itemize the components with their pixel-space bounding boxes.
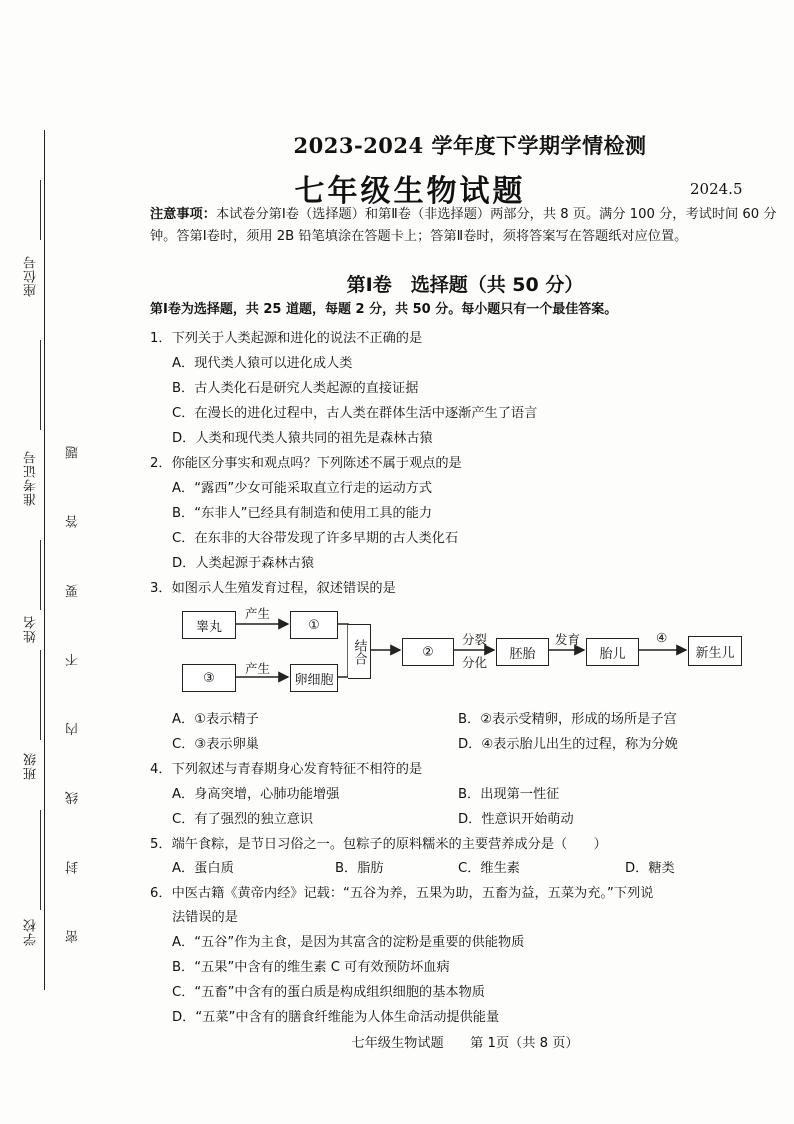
circle-3-box: ③: [182, 664, 236, 692]
q3-option-b: B．②表示受精卵，形成的场所是子宫: [458, 712, 677, 727]
develop-label: 发育: [555, 632, 581, 647]
q6-option-d: D．“五菜”中含有的膳食纤维能为人体生命活动提供能量: [172, 1010, 500, 1025]
name-label: 姓名: [24, 615, 39, 643]
question-1-stem: 1．下列关于人类起源和进化的说法不正确的是: [150, 331, 423, 346]
question-3-stem: 3．如图示人生殖发育过程，叙述错误的是: [150, 581, 396, 596]
combine-box: 结合: [348, 624, 371, 679]
exam-date: 2024.5: [690, 180, 743, 198]
q2-option-b: B．“东非人”已经具有制造和使用工具的能力: [172, 506, 433, 521]
q1-option-a: A．现代类人猿可以进化成人类: [172, 356, 353, 371]
question-6-stem: 6．中医古籍《黄帝内经》记载：“五谷为养，五果为助，五畜为益，五菜为充。”下列说: [150, 886, 654, 901]
seat-label: 座位号: [24, 255, 39, 297]
q1-option-b: B．古人类化石是研究人类起源的直接证据: [172, 381, 419, 396]
circle-1-box: ①: [290, 611, 338, 639]
q5-option-b: B．脂肪: [335, 861, 384, 876]
exam-header: 2023-2024 学年度下学期学情检测: [293, 133, 647, 158]
q5-option-a: A．蛋白质: [172, 861, 234, 876]
notice-text: 本试卷分第Ⅰ卷（选择题）和第Ⅱ卷（非选择题）两部分，共 8 页。满分 100 分，考试时间 60 分钟。答第Ⅰ卷时，须用 2B 铅笔填涂在答题卡上；答第Ⅱ卷时，须将答案写在答题纸对应位置。: [150, 207, 777, 244]
exam-title: 七年级生物试题: [294, 174, 526, 209]
q2-option-d: D．人类起源于森林古猿: [172, 556, 315, 571]
q3-option-c: C．③表示卵巢: [172, 737, 259, 752]
circle-2-box: ②: [402, 638, 454, 666]
question-5-stem: 5．端午食粽，是节日习俗之一。包粽子的原料糯米的主要营养成分是（ ）: [150, 837, 607, 852]
differentiate-label: 分化: [462, 655, 488, 670]
q1-option-d: D．人类和现代类人猿共同的祖先是森林古猿: [172, 431, 433, 446]
q2-option-a: A．“露西”少女可能采取直立行走的运动方式: [172, 481, 433, 496]
newborn-box: 新生儿: [688, 636, 742, 666]
egg-box: 卵细胞: [290, 664, 338, 692]
split-label: 分裂: [462, 632, 488, 647]
q5-option-c: C．维生素: [458, 861, 520, 876]
seal-notice: 密 封 线 内 不 要 答 题: [66, 420, 81, 943]
q4-option-a: A．身高突增，心肺功能增强: [172, 787, 340, 802]
q4-option-b: B．出现第一性征: [458, 787, 560, 802]
embryo-box: 胚胎: [496, 638, 549, 666]
exam-no-label: 准考证号: [24, 450, 39, 506]
circle-4-label: ④: [656, 630, 668, 645]
fetus-box: 胎儿: [586, 638, 639, 666]
testis-box: 睾丸: [182, 611, 236, 639]
q2-option-c: C．在东非的大谷带发现了许多早期的古人类化石: [172, 531, 459, 546]
q4-option-c: C．有了强烈的独立意识: [172, 812, 314, 827]
q3-option-d: D．④表示胎儿出生的过程，称为分娩: [458, 737, 678, 752]
q3-option-a: A．①表示精子: [172, 712, 259, 727]
notice-label: 注意事项：: [150, 207, 216, 222]
school-label: 学校: [24, 918, 39, 946]
q1-option-c: C．在漫长的进化过程中，古人类在群体生活中逐渐产生了语言: [172, 406, 538, 421]
section-title: 第Ⅰ卷 选择题（共 50 分）: [346, 274, 584, 296]
school-underline: [40, 810, 41, 910]
question-4-stem: 4．下列叙述与青春期身心发育特征不相符的是: [150, 762, 423, 777]
q4-option-d: D．性意识开始萌动: [458, 812, 574, 827]
section-intro: 第Ⅰ卷为选择题，共 25 道题，每题 2 分，共 50 分。每小题只有一个最佳答案。: [150, 302, 618, 317]
q6-option-c: C．“五畜”中含有的蛋白质是构成组织细胞的基本物质: [172, 985, 485, 1000]
question-6-stem-cont: 法错误的是: [172, 910, 238, 925]
q6-option-a: A．“五谷”作为主食，是因为其富含的淀粉是重要的供能物质: [172, 935, 525, 950]
q6-option-b: B．“五果”中含有的维生素 C 可有效预防坏血病: [172, 960, 450, 975]
produce-label-2: 产生: [245, 661, 271, 676]
q5-option-d: D．糖类: [625, 861, 675, 876]
class-label: 班级: [24, 752, 39, 780]
page-footer: 七年级生物试题 第 1页（共 8 页）: [351, 1036, 579, 1051]
produce-label-1: 产生: [245, 606, 271, 621]
question-2-stem: 2．你能区分事实和观点吗？下列陈述不属于观点的是: [150, 456, 462, 471]
